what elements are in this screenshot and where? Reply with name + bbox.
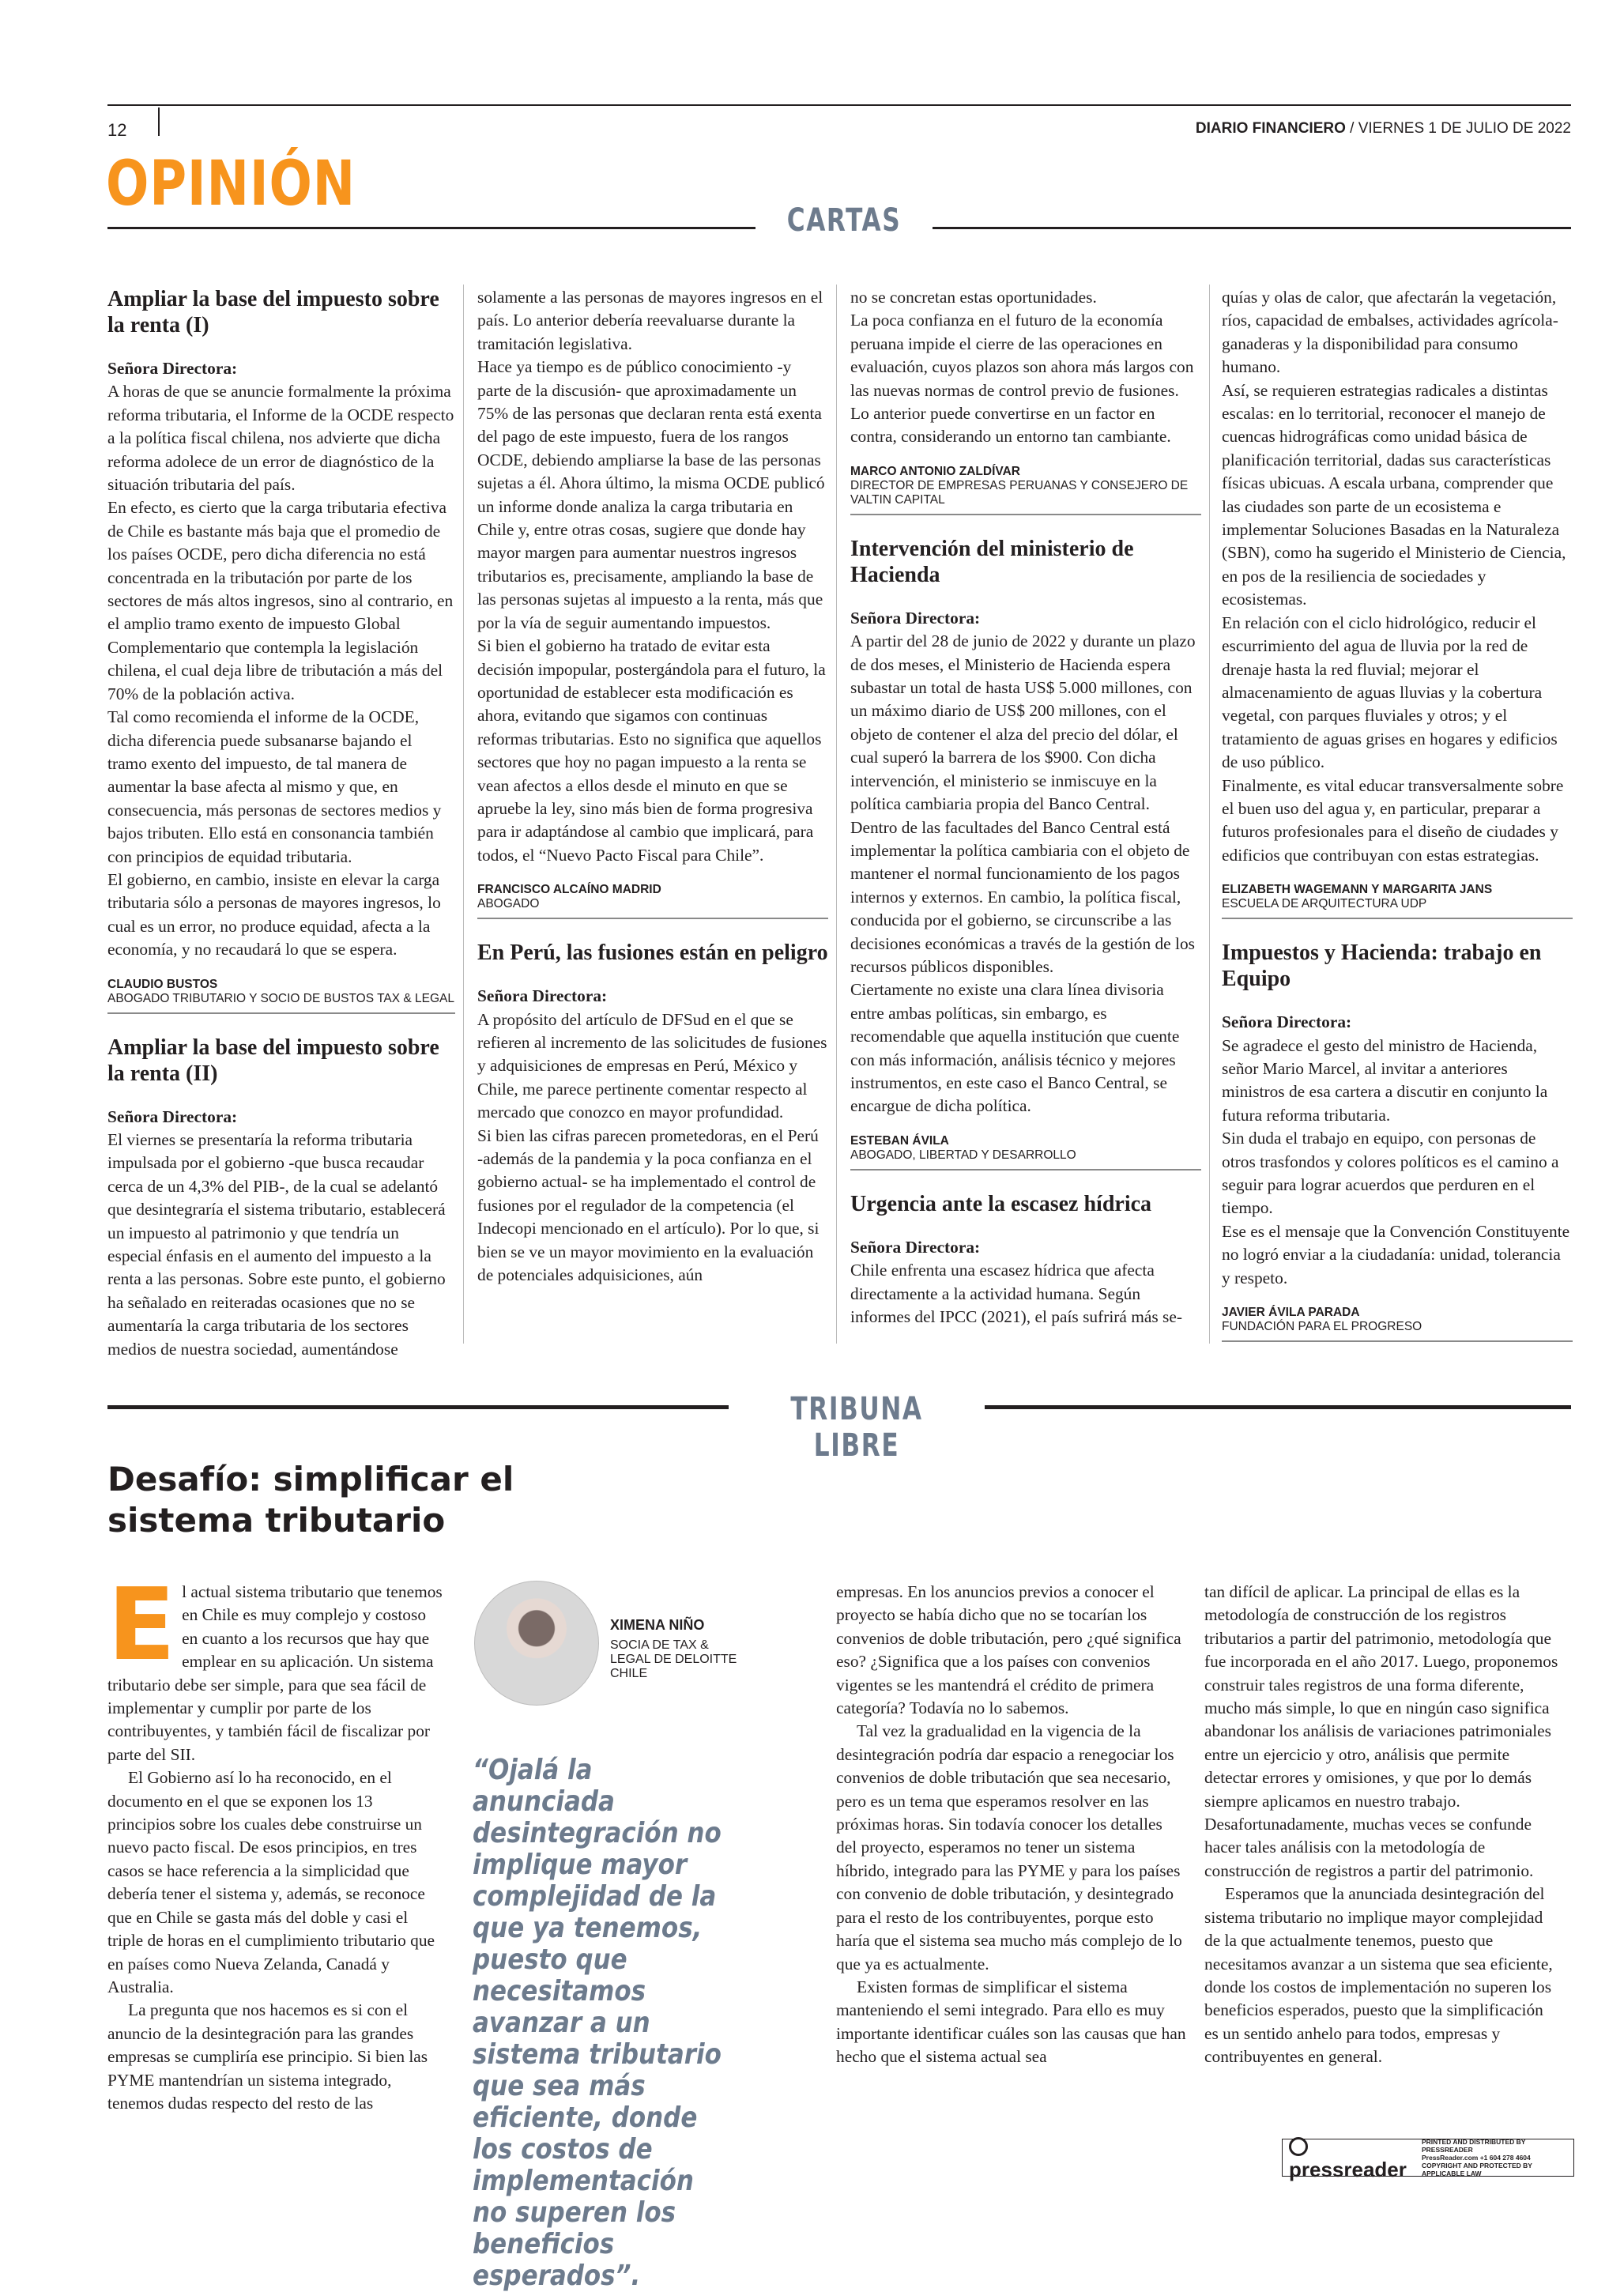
letter-title: Ampliar la base del impuesto sobre la renta (II): [107, 1035, 439, 1086]
letter-signer: ESTEBAN ÁVILA: [850, 1133, 949, 1148]
letter-paragraph: Sin duda el trabajo en equipo, con personas de otros trasfondos y colores políticos es el camino a seguir para lograr acuerdos que perduren en el tiempo.: [1222, 1129, 1559, 1218]
pressreader-badge: [1282, 2138, 1574, 2181]
article-column-3: [836, 1581, 1187, 2069]
letter-signer: JAVIER ÁVILA PARADA: [1222, 1306, 1360, 1320]
page-number-divider: [158, 107, 160, 136]
letter-ampliar-ii: [107, 1035, 455, 1361]
letter-ampliar-i: [107, 286, 455, 1014]
letter-paragraph: A propósito del artículo de DFSud en el que se refieren al incremento de las solicitudes de fusiones y adquisiciones de empresas en Perú, México y Chile, me parece pertinente comentar respecto al mercado que conozco en mayor profundidad.: [477, 1009, 827, 1122]
article-paragraph: empresas. En los anuncios previos a conocer el proyecto se había dicho que no se tocarían los convenios de doble tributación, pero ¿qué significa eso? ¿Significa que a los países con convenios vigentes se les mantendrá el crédito de primera categoría? Todavía no lo sabemos.: [836, 1582, 1181, 1718]
letter-paragraph: Así, se requieren estrategias radicales a distintas escalas: en lo territorial, reconocer el manejo de cuencas hidrográficas como unidad básica de planificación territorial, dadas sus características físicas ubicuas. A escala urbana, comprender que las ciudades son parte de un ecosistema e implementar Soluciones Basadas en la Naturaleza (SBN), como ha sugerido el Ministerio de Ciencia, en pos de la resiliencia de sociedades y ecosistemas.: [1222, 380, 1566, 609]
author-role: SOCIA DE TAX & LEGAL DE DELOITTE CHILE: [610, 1638, 737, 1680]
letter-impuestos-hacienda: [1222, 940, 1573, 1342]
letter-signer: ELIZABETH WAGEMANN Y MARGARITA JANS: [1222, 883, 1493, 897]
letter-title: En Perú, las fusiones están en peligro: [477, 941, 828, 966]
article-paragraph: Esperamos que la anunciada desintegración del sistema tributario no implique mayor complejidad de la que actualmente tenemos, puesto que necesitamos avanzar a un sistema que sea eficiente, donde los costos de implementación no superen los beneficios esperados, puesto que la simplificación es un sentido anhelo para todos, empresas y contribuyentes en general.: [1204, 1884, 1553, 2067]
letter-paragraph: Finalmente, es vital educar transversalmente sobre el buen uso del agua y, en particular, preparar a futuros profesionales para el diseño de ciudades y edificios que contribuyan con estas estrategias.: [1222, 775, 1564, 865]
letter-title: Impuestos y Hacienda: trabajo en Equipo: [1222, 941, 1542, 992]
letter-peru-fusiones-cont: [850, 286, 1201, 515]
pressreader-icon: [1289, 2137, 1308, 2156]
letter-escasez-hidrica: [850, 1191, 1201, 1329]
letter-separator: [850, 514, 1201, 515]
letter-salutation: Señora Directora:: [850, 608, 981, 628]
article-paragraph: El Gobierno así lo ha reconocido, en el documento en el que se exponen los 13 principios sobre los cuales debe construirse un nuevo pacto fiscal. De esos principios, en tres casos se hace referencia a la simplicidad que debería tener el sistema y, además, se reconoce que en Chile se gasta más del doble y casi el triple de horas en el cumplimiento tributario que en países como Nueva Zelanda, Canadá y Australia.: [107, 1768, 435, 1996]
letter-paragraph: Se agradece el gesto del ministro de Hacienda, señor Mario Marcel, al invitar a anteriores ministros de esa cartera a discutir en conjunto la futura reforma tributaria.: [1222, 1035, 1548, 1125]
column-divider: [463, 285, 464, 1344]
letter-signer: MARCO ANTONIO ZALDÍVAR: [850, 464, 1020, 478]
publication-name: DIARIO FINANCIERO: [1195, 120, 1346, 137]
letter-escasez-hidrica-cont: [1222, 286, 1573, 919]
letter-paragraph: Tal como recomienda el informe de la OCDE, dicha diferencia puede subsanarse bajando el tramo exento del impuesto, de tal manera de aumentar la base afecta al mismo y que, en consecuencia, más personas de sectores medios y bajos tributen. Ello está en consonancia también con principios de equidad tributaria.: [107, 707, 442, 866]
letter-paragraph: En efecto, es cierto que la carga tributaria efectiva de Chile es bastante más baja que el promedio de los países OCDE, pero dicha diferencia no está concentrada en la tributación por parte de los sectores de más altos ingresos, sino al contrario, en el amplio tramo exento de impuesto Global Complementario que contempla la legislación chilena, el cual deja libre de tributación a más del 70% de la población activa.: [107, 498, 454, 703]
top-rule: [107, 104, 1571, 106]
letter-paragraph: solamente a las personas de mayores ingresos en el país. Lo anterior debería reevaluarse durante la tramitación legislativa.: [477, 288, 823, 353]
letter-signer-role: ABOGADO, LIBERTAD Y DESARROLLO: [850, 1148, 1076, 1162]
letter-salutation: Señora Directora:: [107, 1106, 238, 1126]
letter-salutation: Señora Directora:: [107, 359, 238, 378]
cartas-rule-left: [107, 227, 755, 229]
letter-signer-role: FUNDACIÓN PARA EL PROGRESO: [1222, 1320, 1422, 1334]
letter-paragraph: quías y olas de calor, que afectarán la vegetación, ríos, capacidad de embalses, actividades agrícola-ganaderas y la disponibilidad para consumo humano.: [1222, 288, 1558, 377]
article-lead-text: l actual sistema tributario que tenemos en Chile es muy complejo y costoso en cuanto a los recursos que hay que emplear en su aplicación. Un sistema tributario debe ser simple, para que sea fácil de implementar y cumplir por parte de los contribuyentes, y también fácil de fiscalizar por parte del SII.: [107, 1582, 443, 1764]
pressreader-line: COPYRIGHT AND PROTECTED BY APPLICABLE LAW: [1422, 2162, 1532, 2177]
letter-title: Intervención del ministerio de Hacienda: [850, 536, 1134, 587]
letters-column-1: [107, 286, 455, 1361]
cartas-rule-right: [933, 227, 1571, 229]
letter-separator: [477, 918, 828, 919]
article-paragraph: [107, 1566, 444, 1766]
letters-column-3: [850, 286, 1201, 1329]
tribuna-rule-left: [107, 1405, 729, 1409]
letter-paragraph: Si bien el gobierno ha tratado de evitar esta decisión impopular, postergándola para el futuro, la oportunidad de establecer esta modificación es ahora, evitando que sigamos con continuas reformas tributarias. Esto no significa que aquellos sectores que hoy no pagan impuesto a la renta se vean afectos a ellos desde el minuto en que se apruebe la ley, sino más bien de forma progresiva para ir adaptándose al cambio que implicará, para todos, el “Nuevo Pacto Fiscal para Chile”.: [477, 636, 826, 865]
article-title: Desafío: simplificar el sistema tributario: [107, 1460, 514, 1540]
letter-signer: FRANCISCO ALCAÍNO MADRID: [477, 883, 661, 897]
pressreader-notice: [1422, 2138, 1573, 2177]
letters-column-4: [1222, 286, 1573, 1363]
letter-separator: [1222, 918, 1573, 919]
letter-paragraph: Ese es el mensaje que la Convención Constituyente no logró enviar a la ciudadanía: unidad, tolerancia y respeto.: [1222, 1221, 1570, 1287]
letter-ampliar-ii-cont: [477, 286, 828, 919]
letter-salutation: Señora Directora:: [1222, 1012, 1352, 1032]
letter-salutation: Señora Directora:: [850, 1237, 981, 1257]
letter-paragraph: Chile enfrenta una escasez hídrica que afecta directamente a la actividad humana. Según informes del IPCC (2021), el país sufrirá más se-: [850, 1261, 1183, 1326]
pull-quote: “Ojalá la anunciada desintegración no implique mayor complejidad de la que ya tenemos, puesto que necesitamos avanzar a un sistema tributario que sea más eficiente, donde los costos de implementación no superen los beneficios esperados”.: [473, 1754, 722, 2292]
author-photo: [474, 1581, 599, 1706]
letter-salutation: Señora Directora:: [477, 986, 608, 1006]
article-paragraph: tan difícil de aplicar. La principal de ellas es la metodología de construcción de los registros tributarios a partir del patrimonio, metodología que fue incorporada en el año 2017. Luego, proponemos construir tales registros de una forma diferente, mucho más simple, lo que en ningún caso significa abandonar los análisis de variaciones patrimoniales entre un ejercicio y otro, análisis que permite detectar errores y omisiones, y que por lo demás siempre aplicamos en nuestro trabajo. Desafortunadamente, muchas veces se confunde hacer tales análisis con la metodología de construcción de registros a partir del patrimonio.: [1204, 1582, 1558, 1880]
letter-paragraph: En relación con el ciclo hidrológico, reducir el escurrimiento del agua de lluvia por la red de drenaje hasta la red fluvial; mejorar el almacenamiento de aguas lluvias y la cobertura vegetal, con parques fluviales y otros; y el tratamiento de aguas grises en hogares y edificios de uso público.: [1222, 613, 1558, 772]
pressreader-line: PRINTED AND DISTRIBUTED BY PRESSREADER: [1422, 2138, 1526, 2154]
letter-paragraph: El gobierno, en cambio, insiste en elevar la carga tributaria sólo a personas de mayores ingresos, lo cual es un error, no produce equidad, afecta a la economía, y no recaudará lo que se espera.: [107, 869, 441, 959]
article-paragraph: La pregunta que nos hacemos es si con el anuncio de la desintegración para las grandes empresas se cumpliría ese principio. Si bien las PYME mantendrían un sistema integrado, tenemos dudas respecto del resto de las: [107, 2000, 428, 2113]
pressreader-logo: pressreader: [1289, 2133, 1414, 2182]
pressreader-line: PressReader.com +1 604 278 4604: [1422, 2154, 1531, 2162]
column-divider: [1209, 285, 1210, 1344]
letter-paragraph: Ciertamente no existe una clara línea divisoria entre ambas políticas, sin embargo, es recomendable que aquella institución que cuente con más información, análisis técnico y mejores instrumentos, en este caso el Banco Central, se encargue de dicha política.: [850, 980, 1180, 1116]
letter-title: Urgencia ante la escasez hídrica: [850, 1191, 1152, 1216]
author-byline: [610, 1618, 752, 1681]
letter-paragraph: Si bien las cifras parecen prometedoras, en el Perú -además de la pandemia y la poca confianza en el gobierno actual- se ha implementado el control de fusiones por el regulador de la competencia (el Indecopi mencionado en el artículo). Por lo que, si bien se ve un mayor movimiento en la evaluación de potenciales adquisiciones, aún: [477, 1125, 820, 1285]
letter-title: Ampliar la base del impuesto sobre la renta (I): [107, 287, 439, 337]
article-paragraph: Existen formas de simplificar el sistema manteniendo el semi integrado. Para ello es muy importante identificar cuáles son las causas que han hecho que el sistema actual sea: [836, 1977, 1186, 2067]
letter-paragraph: Hace ya tiempo es de público conocimiento -y parte de la discusión- que aproximadamente un 75% de las personas que declaran renta está exenta del pago de este impuesto, fuera de los rangos OCDE, debiendo ampliarse la base de las personas sujetas a él. Ahora último, la misma OCDE publicó un informe donde analiza la carga tributaria en Chile y, entre otras cosas, sugiere que donde hay mayor margen para aumentar nuestros ingresos tributarios es, precisamente, ampliando la base de las personas sujetas al impuesto a la renta, más que por la vía de seguir aumentando impuestos.: [477, 357, 825, 632]
drop-cap: E: [107, 1566, 176, 1683]
article-column-4: [1204, 1581, 1560, 2069]
letter-paragraph: Dentro de las facultades del Banco Central está implementar la política cambiaria con el objeto de mantener el normal funcionamiento de los pagos internos y externos. En cambio, la política fiscal, conducida por el gobierno, se circunscribe a las decisiones económicas a través de la gestión de los recursos públicos disponibles.: [850, 817, 1195, 976]
letter-signer: CLAUDIO BUSTOS: [107, 977, 218, 991]
tribuna-label: TRIBUNA LIBRE: [790, 1391, 923, 1464]
cartas-label: CARTAS: [786, 202, 902, 239]
section-title: OPINIÓN: [106, 149, 356, 220]
letter-paragraph: A horas de que se anuncie formalmente la próxima reforma tributaria, el Informe de la OCDE respecto a la política fiscal chilena, nos advierte que dicha reforma adolece de un error de diagnóstico de la situación tributaria del país.: [107, 382, 454, 495]
page-number: 12: [107, 120, 127, 140]
letter-signer-role: DIRECTOR DE EMPRESAS PERUANAS Y CONSEJERO DE VALTIN CAPITAL: [850, 478, 1189, 507]
column-divider: [836, 285, 837, 1344]
letter-paragraph: A partir del 28 de junio de 2022 y durante un plazo de dos meses, el Ministerio de Hacienda espera subastar un total de hasta US$ 5.000 millones, con un máximo diario de US$ 200 millones, con el objeto de contener el alza del precio del dólar, el cual superó la barrera de los $900. Con dicha intervención, el ministerio se inmiscuye en la política cambiaria propia del Banco Central.: [850, 631, 1196, 814]
letter-paragraph: La poca confianza en el futuro de la economía peruana impide el cierre de las operaciones en evaluación, cuyos plazos son ahora más largos con las nuevas normas de control previo de fusiones. Lo anterior puede convertirse en un factor en contra, considerando un entorno tan cambiante.: [850, 311, 1194, 447]
letter-signer-role: ABOGADO TRIBUTARIO Y SOCIO DE BUSTOS TAX & LEGAL: [107, 991, 455, 1005]
letter-separator: [107, 1012, 455, 1014]
masthead: [1196, 120, 1571, 138]
article-column-1: [107, 1566, 444, 2115]
letter-paragraph: El viernes se presentaría la reforma tributaria impulsada por el gobierno -que busca recaudar cerca de un 4,3% del PIB-, de la cual se adelantó que desintegraría el sistema tributario, establecerá un impuesto al patrimonio y que tendría un especial énfasis en el aumento del impuesto a la renta a las personas. Sobre este punto, el gobierno ha señalado en reiteradas ocasiones que no se aumentaría la carga tributaria de los sectores medios de nuestra sociedad, aumentándose: [107, 1129, 446, 1359]
letter-signer-role: ESCUELA DE ARQUITECTURA UDP: [1222, 897, 1427, 911]
tribuna-rule-right: [985, 1405, 1571, 1409]
letter-intervencion-hacienda: [850, 536, 1201, 1171]
issue-date: / VIERNES 1 DE JULIO DE 2022: [1345, 120, 1571, 137]
letters-column-2: [477, 286, 828, 1287]
letter-signer-role: ABOGADO: [477, 897, 540, 911]
letter-separator: [850, 1169, 1201, 1171]
letter-separator: [1222, 1340, 1573, 1342]
letter-paragraph: no se concretan estas oportunidades.: [850, 288, 1097, 307]
author-name: XIMENA NIÑO: [610, 1617, 705, 1633]
article-paragraph: Tal vez la gradualidad en la vigencia de la desintegración podría dar espacio a renegociar los convenios de doble tributación que sea necesario, pero es un tema que esperamos resolver en las próximas horas. Sin todavía conocer los detalles del proyecto, esperamos no tener un sistema híbrido, integrado para las PYME y para los países con convenio de doble tributación, y desintegrado para el resto de los contribuyentes, porque esto haría que el sistema sea mucho más complejo de lo que ya es actualmente.: [836, 1721, 1182, 1973]
letter-peru-fusiones: [477, 940, 828, 1287]
